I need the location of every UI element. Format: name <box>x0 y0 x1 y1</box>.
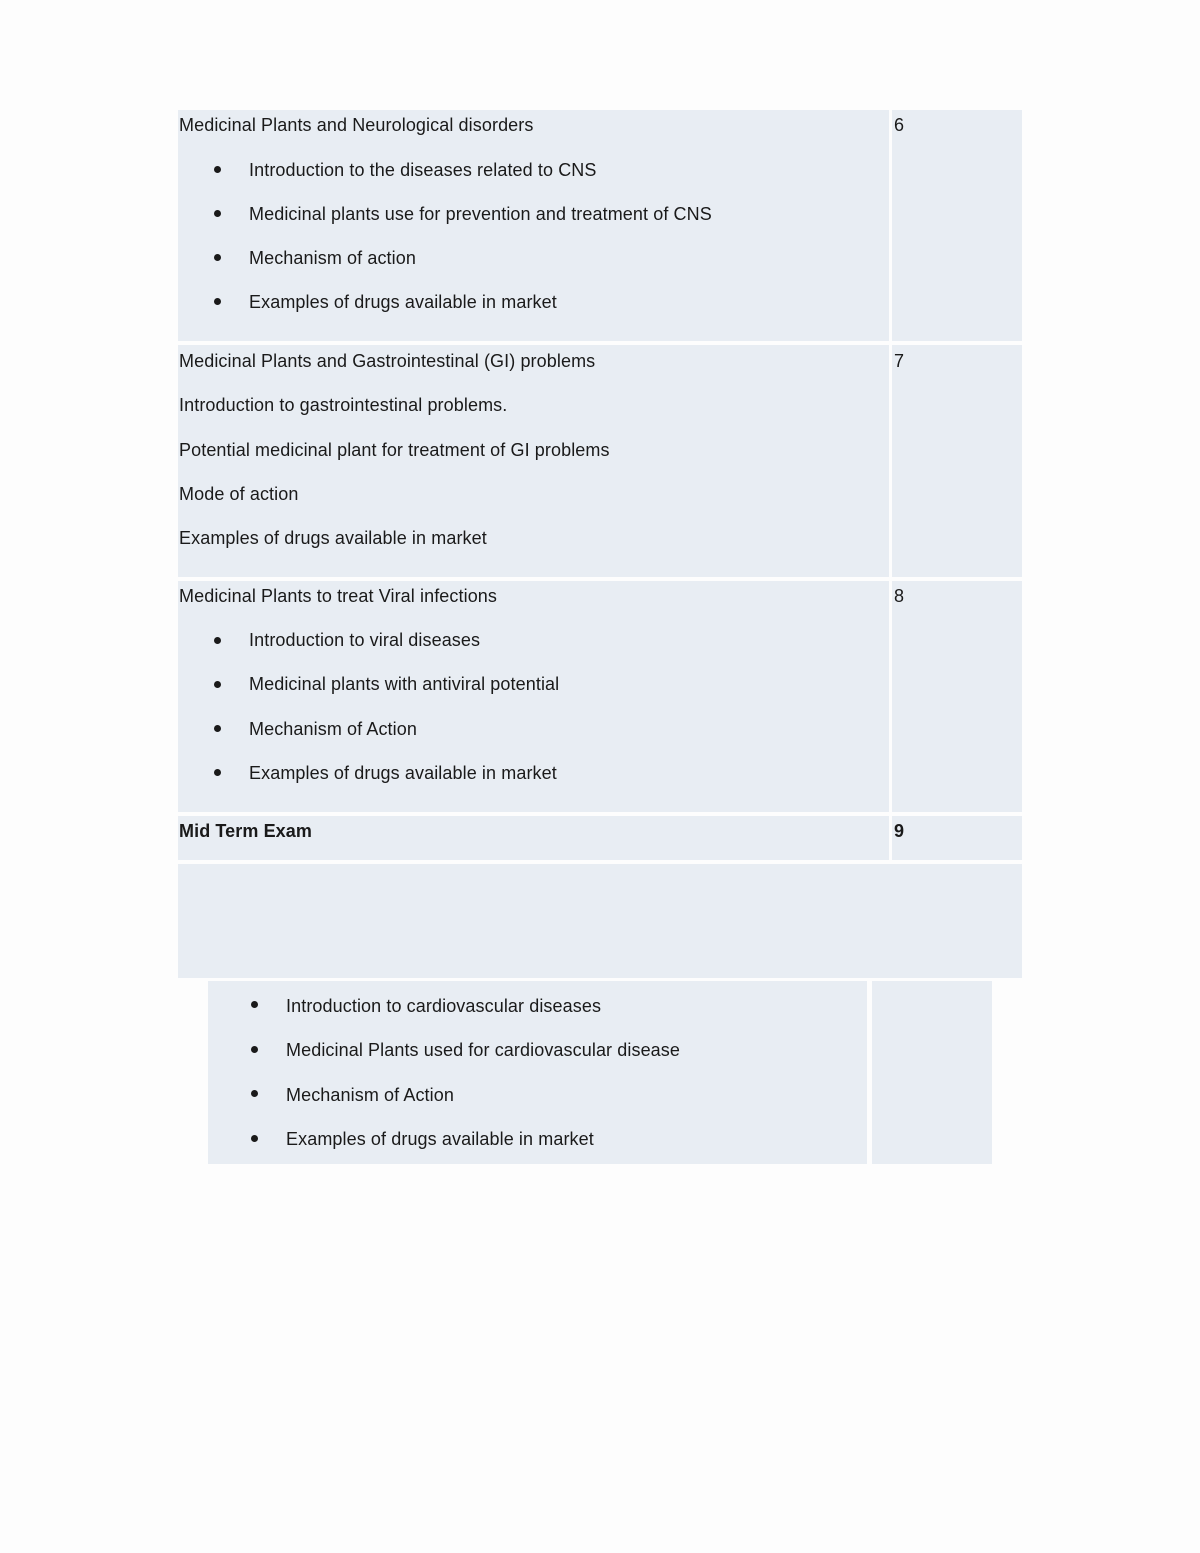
week-cell-cardiovascular <box>872 981 992 1164</box>
bullet-icon <box>251 1001 258 1008</box>
week-cell-gastrointestinal <box>892 345 1022 577</box>
list-item: Medicinal plants use for prevention and treatment of CNS <box>249 204 712 224</box>
bullet-icon <box>214 637 221 644</box>
list-item: Potential medicinal plant for treatment of GI problems <box>179 440 610 460</box>
list-item: Examples of drugs available in market <box>249 292 557 312</box>
list-item: Examples of drugs available in market <box>249 763 557 783</box>
week-cell-neurological <box>892 110 1022 341</box>
week-number: 6 <box>894 115 905 135</box>
list-item: Introduction to cardiovascular diseases <box>286 996 602 1016</box>
list-item: Medicinal plants with antiviral potential <box>249 674 560 694</box>
list-item: Mechanism of action <box>249 248 416 268</box>
bullet-icon <box>251 1090 258 1097</box>
bullet-icon <box>214 725 221 732</box>
list-item: Examples of drugs available in market <box>179 528 487 548</box>
list-item: Examples of drugs available in market <box>286 1129 594 1149</box>
topic-heading: Medicinal Plants and Gastrointestinal (GI) problems <box>179 351 596 371</box>
bullet-icon <box>214 769 221 776</box>
empty-row-cell <box>178 864 1022 978</box>
bullet-icon <box>214 298 221 305</box>
week-cell-midterm <box>892 816 1022 860</box>
list-item: Mode of action <box>179 484 299 504</box>
topic-heading: Medicinal Plants to treat Viral infections <box>179 586 498 606</box>
list-item: Mechanism of Action <box>249 719 417 739</box>
bullet-icon <box>251 1046 258 1053</box>
topic-heading: Medicinal Plants and Neurological disorders <box>179 115 534 135</box>
list-item: Medicinal Plants used for cardiovascular disease <box>286 1040 680 1060</box>
list-item: Introduction to viral diseases <box>249 630 481 650</box>
midterm-heading: Mid Term Exam <box>179 821 313 841</box>
list-item: Introduction to the diseases related to CNS <box>249 160 597 180</box>
bullet-icon <box>214 166 221 173</box>
week-number: 9 <box>894 821 905 841</box>
list-item: Introduction to gastrointestinal problems. <box>179 395 508 415</box>
bullet-icon <box>251 1135 258 1142</box>
bullet-icon <box>214 681 221 688</box>
week-number: 7 <box>894 351 905 371</box>
week-number: 8 <box>894 586 905 606</box>
bullet-icon <box>214 210 221 217</box>
bullet-icon <box>214 254 221 261</box>
list-item: Mechanism of Action <box>286 1085 454 1105</box>
week-cell-viral <box>892 581 1022 812</box>
